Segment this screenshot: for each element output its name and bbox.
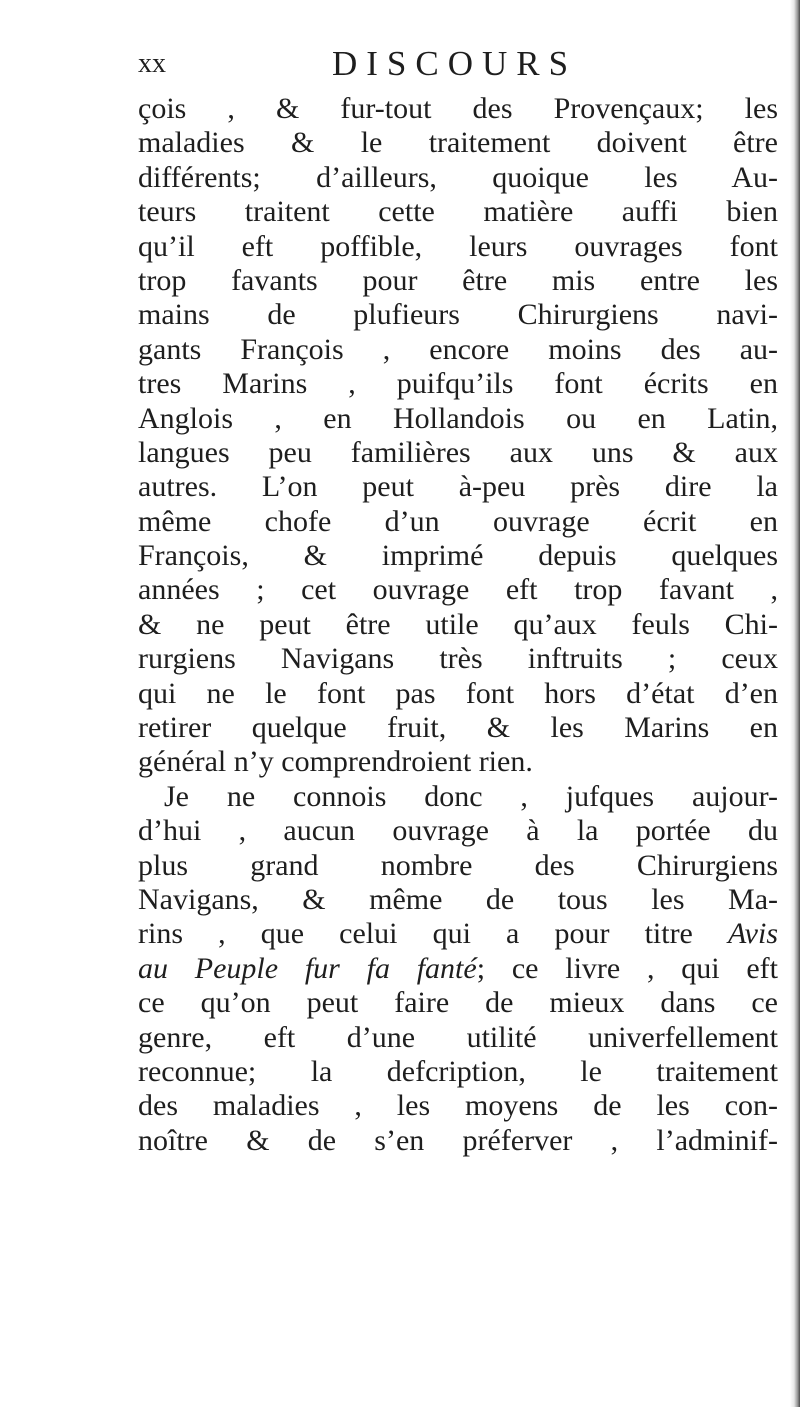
text-line: années ; cet ouvrage eft trop favant , [138,573,778,607]
page-header [128,44,688,84]
text-line: d’hui , aucun ouvrage à la portée du [138,814,778,848]
text-line: des maladies , les moyens de les con- [138,1089,778,1123]
text-line: langues peu familières aux uns & aux [138,435,778,469]
text-segment: rins , que celui qui a pour titre [138,917,693,951]
text-line: mains de plufieurs Chirurgiens navi- [138,298,778,332]
text-line: Anglois , en Hollandois ou en Latin, [138,401,778,435]
text-line: général n’y comprendroient rien. [138,745,533,779]
body-text [138,92,778,1158]
text-line: François, & imprimé depuis quelques [138,539,778,573]
text-line: maladies & le traitement doivent être [138,126,778,160]
page-edge-shadow [790,0,800,1407]
running-title: DISCOURS [332,44,578,83]
text-line: & ne peut être utile qu’aux feuls Chi- [138,607,778,641]
page-number: xx [138,48,166,79]
text-line: tres Marins , puifqu’ils font écrits en [138,367,778,401]
text-line: çois , & fur-tout des Provençaux; les [138,92,778,125]
text-line: même chofe d’un ouvrage écrit en [138,504,778,538]
text-line: trop favants pour être mis entre les [138,263,778,297]
text-line: reconnue; la defcription, le traitement [138,1054,778,1088]
text-line: noître & de s’en préferver , l’adminif- [138,1123,778,1157]
italic-title: Avis [728,917,778,951]
text-line: retirer quelque fruit, & les Marins en [138,711,778,745]
italic-title: au Peuple fur fa fanté [138,951,477,985]
text-line: teurs traitent cette matière auffi bien [138,195,778,229]
text-line: qu’il eft poffible, leurs ouvrages font [138,229,778,263]
text-line: autres. L’on peut à-peu près dire la [138,470,778,504]
text-line [138,917,778,951]
text-segment: ; ce livre , qui eft [476,951,778,985]
text-line: différents; d’ailleurs, quoique les Au- [138,160,778,194]
text-line: qui ne le font pas font hors d’état d’en [138,676,778,710]
text-line: rurgiens Navigans très inftruits ; ceux [138,642,778,676]
text-line: plus grand nombre des Chirurgiens [138,848,778,882]
text-line [138,952,778,986]
text-line: gants François , encore moins des au- [138,332,778,366]
text-line: ce qu’on peut faire de mieux dans ce [138,986,778,1020]
text-line: Je ne connois donc , jufques aujour- [164,779,778,813]
text-line: genre, eft d’une utilité univerfellement [138,1020,778,1054]
text-line: Navigans, & même de tous les Ma- [138,882,778,916]
